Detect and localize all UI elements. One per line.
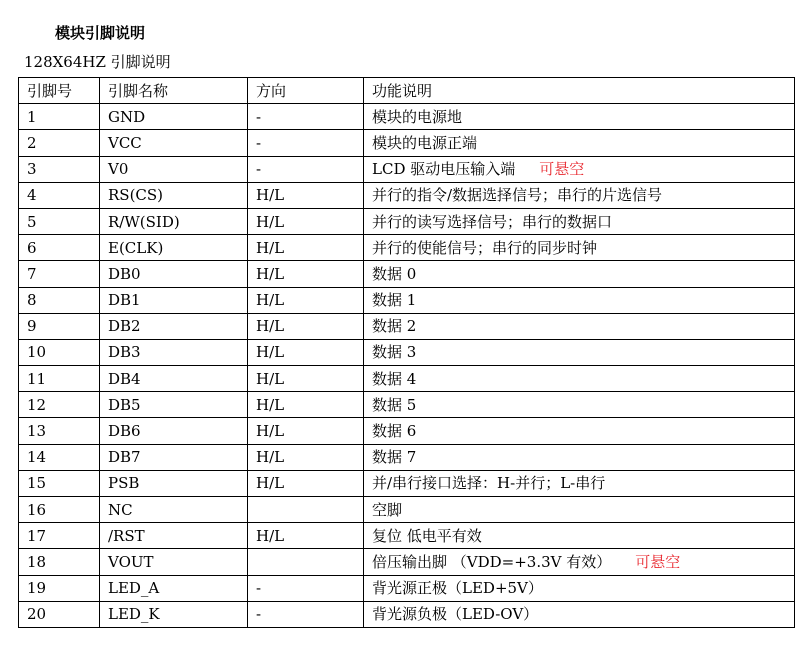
- function-text: 并/串行接口选择：H-并行；L-串行: [372, 474, 606, 493]
- table-row: [19, 235, 795, 261]
- function-text: 数据 0: [372, 264, 417, 283]
- table-row: [19, 156, 795, 182]
- function-cell: [364, 339, 795, 365]
- pin-number-cell: 1: [19, 104, 100, 130]
- function-text: LCD 驱动电压输入端: [372, 160, 516, 179]
- table-row: [19, 104, 795, 130]
- pin-name-cell: VCC: [100, 130, 248, 156]
- function-text: 数据 2: [372, 317, 417, 336]
- pin-name-cell: LED_K: [100, 601, 248, 627]
- table-row: [19, 313, 795, 339]
- function-cell: [364, 130, 795, 156]
- direction-cell: H/L: [248, 287, 364, 313]
- pin-number-cell: 18: [19, 549, 100, 575]
- pin-number-cell: 4: [19, 182, 100, 208]
- direction-cell: H/L: [248, 523, 364, 549]
- pin-name-cell: DB3: [100, 339, 248, 365]
- direction-cell: -: [248, 130, 364, 156]
- function-cell: [364, 497, 795, 523]
- direction-cell: -: [248, 575, 364, 601]
- direction-cell: H/L: [248, 470, 364, 496]
- function-text: 空脚: [372, 500, 403, 519]
- pin-number-cell: 16: [19, 497, 100, 523]
- function-cell: [364, 470, 795, 496]
- function-text: 并行的指令/数据选择信号；串行的片选信号: [372, 186, 663, 205]
- pin-name-cell: NC: [100, 497, 248, 523]
- pin-number-cell: 8: [19, 287, 100, 313]
- table-row: [19, 575, 795, 601]
- table-row: [19, 418, 795, 444]
- function-text: 复位 低电平有效: [372, 526, 482, 545]
- pin-number-cell: 9: [19, 313, 100, 339]
- function-text: 并行的读写选择信号；串行的数据口: [372, 212, 613, 231]
- table-row: [19, 130, 795, 156]
- pin-table-body: [19, 104, 795, 628]
- pin-name-cell: /RST: [100, 523, 248, 549]
- table-row: [19, 523, 795, 549]
- pin-number-cell: 3: [19, 156, 100, 182]
- direction-cell: H/L: [248, 182, 364, 208]
- pin-name-cell: DB6: [100, 418, 248, 444]
- table-row: [19, 601, 795, 627]
- function-cell: [364, 182, 795, 208]
- header-pin-name: 引脚名称: [100, 78, 248, 104]
- direction-cell: [248, 549, 364, 575]
- pin-name-cell: PSB: [100, 470, 248, 496]
- function-cell: [364, 392, 795, 418]
- pin-name-cell: DB2: [100, 313, 248, 339]
- table-row: [19, 261, 795, 287]
- pin-name-cell: DB0: [100, 261, 248, 287]
- pin-number-cell: 20: [19, 601, 100, 627]
- table-row: [19, 497, 795, 523]
- pin-number-cell: 15: [19, 470, 100, 496]
- section-title: 模块引脚说明: [55, 24, 146, 42]
- pin-name-cell: E(CLK): [100, 235, 248, 261]
- function-text: 模块的电源地: [372, 107, 463, 126]
- header-function: 功能说明: [364, 78, 795, 104]
- direction-cell: H/L: [248, 392, 364, 418]
- pin-number-cell: 14: [19, 444, 100, 470]
- function-cell: [364, 366, 795, 392]
- table-row: [19, 470, 795, 496]
- pin-number-cell: 7: [19, 261, 100, 287]
- function-cell: [364, 235, 795, 261]
- direction-cell: H/L: [248, 313, 364, 339]
- function-text: 数据 1: [372, 291, 417, 310]
- pin-name-cell: DB1: [100, 287, 248, 313]
- table-row: [19, 208, 795, 234]
- pin-number-cell: 2: [19, 130, 100, 156]
- pin-name-cell: LED_A: [100, 575, 248, 601]
- table-caption: 128X64HZ 引脚说明: [24, 53, 171, 71]
- pin-number-cell: 19: [19, 575, 100, 601]
- floating-note: 可悬空: [539, 160, 585, 179]
- table-row: [19, 339, 795, 365]
- function-cell: [364, 287, 795, 313]
- function-text: 数据 5: [372, 395, 417, 414]
- pin-number-cell: 5: [19, 208, 100, 234]
- function-text: 数据 4: [372, 369, 417, 388]
- direction-cell: [248, 497, 364, 523]
- header-direction: 方向: [248, 78, 364, 104]
- table-row: [19, 444, 795, 470]
- pin-name-cell: DB5: [100, 392, 248, 418]
- direction-cell: H/L: [248, 339, 364, 365]
- pin-number-cell: 11: [19, 366, 100, 392]
- function-cell: [364, 523, 795, 549]
- table-header-row: [19, 78, 795, 104]
- pin-name-cell: DB7: [100, 444, 248, 470]
- pin-name-cell: R/W(SID): [100, 208, 248, 234]
- function-cell: [364, 418, 795, 444]
- function-cell: [364, 104, 795, 130]
- function-cell: [364, 208, 795, 234]
- function-cell: [364, 549, 795, 575]
- floating-note: 可悬空: [635, 552, 681, 571]
- function-text: 背光源负极（LED-OV）: [372, 605, 539, 624]
- pin-name-cell: GND: [100, 104, 248, 130]
- pin-number-cell: 13: [19, 418, 100, 444]
- pin-name-cell: DB4: [100, 366, 248, 392]
- direction-cell: -: [248, 104, 364, 130]
- direction-cell: H/L: [248, 261, 364, 287]
- function-cell: [364, 444, 795, 470]
- pin-number-cell: 17: [19, 523, 100, 549]
- pin-name-cell: RS(CS): [100, 182, 248, 208]
- direction-cell: H/L: [248, 418, 364, 444]
- function-text: 倍压输出脚 （VDD=+3.3V 有效）: [372, 552, 612, 571]
- direction-cell: H/L: [248, 366, 364, 392]
- direction-cell: -: [248, 601, 364, 627]
- function-cell: [364, 575, 795, 601]
- table-row: [19, 366, 795, 392]
- pin-name-cell: VOUT: [100, 549, 248, 575]
- function-text: 背光源正极（LED+5V）: [372, 579, 543, 598]
- pin-number-cell: 10: [19, 339, 100, 365]
- table-row: [19, 549, 795, 575]
- table-row: [19, 392, 795, 418]
- direction-cell: H/L: [248, 444, 364, 470]
- function-text: 数据 6: [372, 422, 417, 441]
- function-text: 模块的电源正端: [372, 133, 478, 152]
- pin-number-cell: 12: [19, 392, 100, 418]
- pin-table: [18, 77, 795, 628]
- function-cell: [364, 313, 795, 339]
- function-text: 数据 3: [372, 343, 417, 362]
- function-text: 并行的使能信号；串行的同步时钟: [372, 238, 598, 257]
- header-pin-number: 引脚号: [19, 78, 100, 104]
- function-cell: [364, 601, 795, 627]
- function-cell: [364, 156, 795, 182]
- direction-cell: H/L: [248, 235, 364, 261]
- pin-number-cell: 6: [19, 235, 100, 261]
- pin-name-cell: V0: [100, 156, 248, 182]
- direction-cell: -: [248, 156, 364, 182]
- table-row: [19, 287, 795, 313]
- direction-cell: H/L: [248, 208, 364, 234]
- function-cell: [364, 261, 795, 287]
- table-row: [19, 182, 795, 208]
- function-text: 数据 7: [372, 448, 417, 467]
